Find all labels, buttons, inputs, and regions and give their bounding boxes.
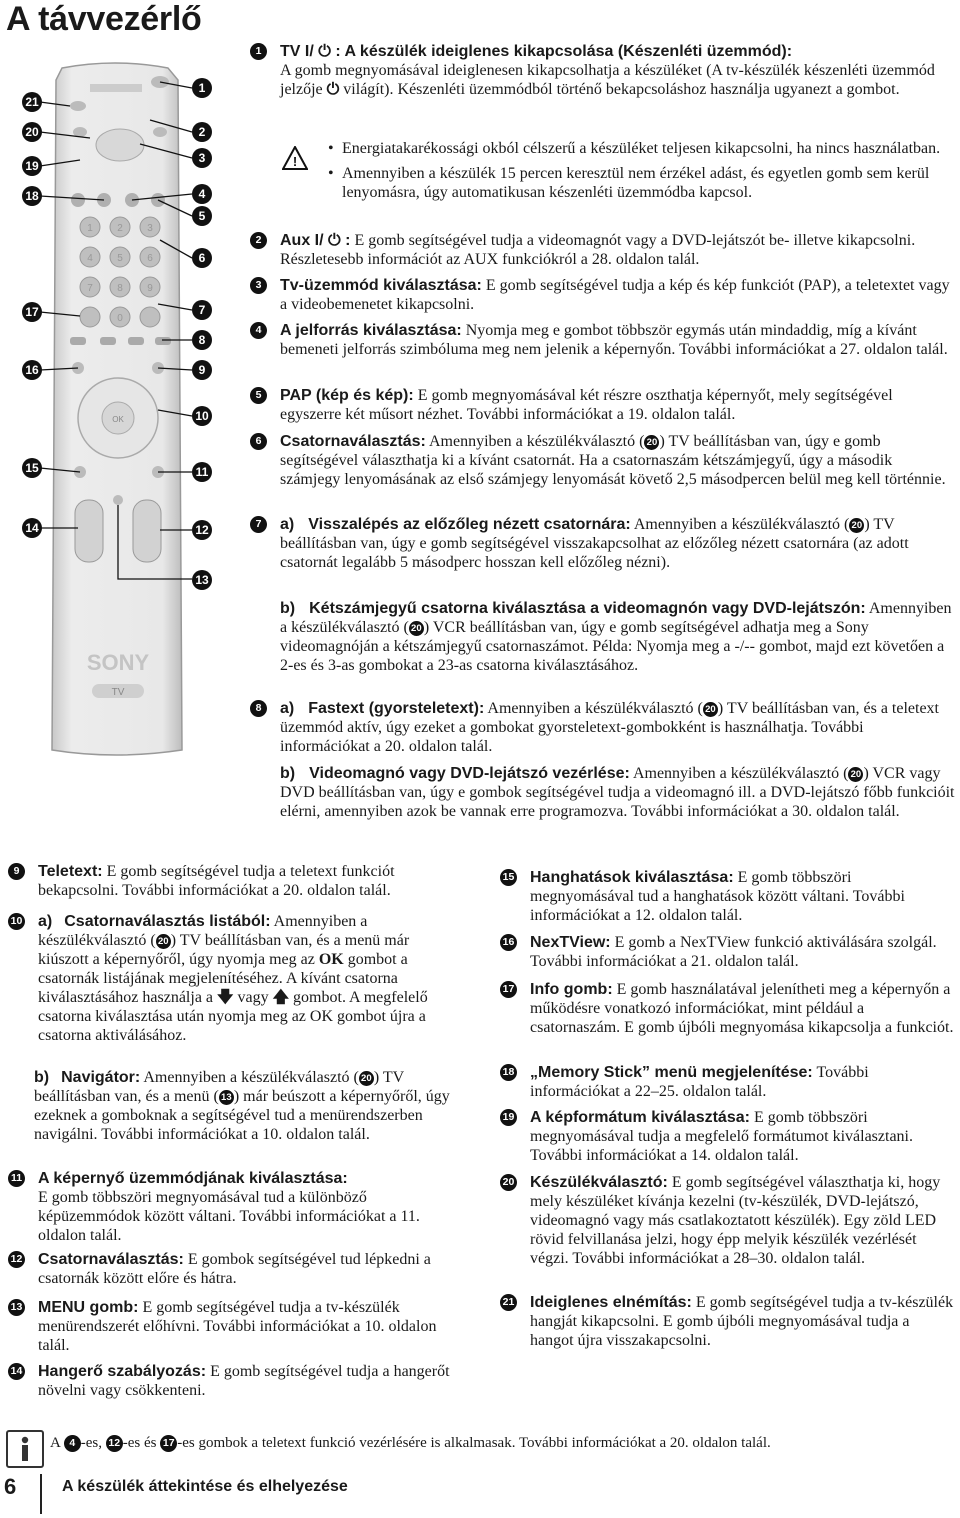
item-10b-sub: b) (34, 1069, 50, 1086)
svg-text:5: 5 (117, 253, 123, 264)
callout-13: 13 (192, 570, 212, 590)
item-16-text: E gomb a NexTView funkció aktiválására szolgál. További információkat a 21. oldalon talál. (530, 934, 937, 970)
item-21 (500, 1293, 955, 1350)
item-12-label: Csatornaválasztás: (38, 1251, 184, 1268)
svg-text:6: 6 (147, 253, 153, 264)
item-12-text: E gombok segítségével tud lépkedni a csatornák között előre és hátra. (38, 1251, 431, 1287)
callout-11: 11 (192, 462, 212, 482)
item-2 (250, 231, 955, 269)
marker-19: 19 (500, 1109, 517, 1126)
info-icon (6, 1430, 44, 1468)
ref-13: 13 (219, 1090, 234, 1105)
item-5 (250, 386, 955, 424)
arrow-up-icon: 🡅 (272, 989, 290, 1006)
marker-12: 12 (8, 1251, 25, 1268)
ref-20: 20 (644, 435, 659, 450)
marker-15: 15 (500, 869, 517, 886)
item-20-text: E gomb segítségével választhatja ki, hogy mely készüléket kívánja kezelni (tv-készülék, DVD-lejátszó, videomagnó vagy más csatlakoztatott készülék). Egy zöld LED rövid felvillanása jelzi, hogy épp melyik készülék vezérlését végzi. További információkat a 28–30. oldalon talál. (530, 1174, 941, 1267)
callout-10: 10 (192, 406, 212, 426)
ref-20: 20 (156, 934, 171, 949)
item-21-label: Ideiglenes elnémítás: (530, 1294, 692, 1311)
item-20 (500, 1173, 955, 1268)
marker-1: 1 (250, 43, 267, 60)
callout-16: 16 (22, 360, 42, 380)
item-17-text: E gomb használatával jelenítheti meg a képernyőn a működésre vonatkozó információkat, mint például a csatornaszám. E gomb újbóli megnyomása kikapcsolja a funkciót. (530, 981, 954, 1036)
item-1-label-2: : A készülék ideiglenes kikapcsolása (Készenléti üzemmód): (330, 43, 793, 60)
item-8a-text-2: ) TV beállításban van, és a teletext üzemmód aktív, úgy ezeket a gombokat gyorsteletext-gombokként is használhatja. További információkat a 20. oldalon talál. (280, 700, 939, 755)
item-15-text: E gomb többszöri megnyomásával tud a hanghatások között váltani. További információkat a 12. oldalon talál. (530, 869, 905, 924)
marker-18: 18 (500, 1064, 517, 1081)
callout-18: 18 (22, 186, 42, 206)
item-5-text: E gomb megnyomásával két részre oszthatja képernyőt, mely segítségével egyszerre két műsort nézhet. További információkat a 19. oldalon talál. (280, 387, 893, 423)
marker-8: 8 (250, 700, 267, 717)
item-13 (8, 1298, 463, 1355)
callout-7: 7 (192, 300, 212, 320)
callout-1: 1 (192, 78, 212, 98)
marker-3: 3 (250, 277, 267, 294)
item-3-text: E gomb segítségével tudja a kép és kép funkciót (PAP), a teletextet vagy a videobemenetet kikapcsolni. (280, 277, 950, 313)
item-11 (8, 1169, 463, 1245)
item-10b-text: Amennyiben a készülékválasztó ( (143, 1069, 359, 1086)
note-ref-17: 17 (160, 1435, 177, 1452)
page-title: A távvezérlő (6, 0, 202, 38)
ref-20: 20 (703, 702, 718, 717)
item-1-text-2: világít). Készenléti üzemmódból történő bekapcsoláshoz használja ugyanezt a gombot. (339, 81, 900, 98)
svg-text:3: 3 (147, 223, 153, 234)
ref-20: 20 (409, 621, 424, 636)
item-6-text-2: ) TV beállításban van, úgy e gomb segítségével választhatja ki a kívánt csatornát. Ha a csatornaszám kétszámjegyű, úgy a második számjegy lenyomásának az első számjegy lenyomását követő 2,5 másodpercen belül meg kell történnie. (280, 433, 946, 488)
item-8b-text: Amennyiben a készülékválasztó ( (632, 765, 849, 782)
svg-text:9: 9 (147, 283, 153, 294)
svg-text:4: 4 (87, 253, 93, 264)
note-a: A (50, 1435, 61, 1451)
warning-bullet-1: • Energiatakarékossági okból célszerű a készüléket teljesen kikapcsolni, ha nincs használatban. (326, 139, 956, 158)
ref-20: 20 (359, 1071, 374, 1086)
marker-14: 14 (8, 1363, 25, 1380)
item-1 (250, 42, 955, 99)
item-6 (250, 432, 955, 489)
item-8a-text: Amennyiben a készülékválasztó ( (487, 700, 703, 717)
item-8a-label: Fastext (gyorsteletext): (308, 700, 485, 717)
marker-17: 17 (500, 981, 517, 998)
item-2-label-2: : (340, 232, 351, 249)
item-21-text: E gomb segítségével tudja a tv-készülék hangját kikapcsolni. E gomb újbóli megnyomásával tudja a hangot újra visszakapcsolni. (530, 1294, 954, 1349)
warning-bullets (326, 139, 956, 202)
item-8b (280, 764, 955, 821)
note-ref-4: 4 (64, 1435, 81, 1452)
item-1-label: TV I/ (280, 43, 319, 60)
callout-2: 2 (192, 122, 212, 142)
item-18-label: „Memory Stick” menü megjelenítése: (530, 1064, 813, 1081)
item-10a-text: Amennyiben a készülékválasztó ( (38, 913, 368, 949)
item-8b-text-2: ) VCR vagy DVD beállításban van, úgy e gombok segítségével tudja a videomagnó ill. a DVD-lejátszó főbb funkcióit elérni, amennyiben azok be vannak erre programozva. További információkat a 30. oldalon talál. (280, 765, 955, 820)
item-7a (250, 515, 955, 572)
callout-3: 3 (192, 148, 212, 168)
item-11-label: A képernyő üzemmódjának kiválasztása: (38, 1170, 348, 1187)
marker-10: 10 (8, 913, 25, 930)
item-10b-text-2: ) TV beállításban van, és a menü ( (34, 1069, 404, 1105)
page-number: 6 (4, 1474, 17, 1499)
item-8b-sub: b) (280, 765, 296, 782)
item-14-text: E gomb segítségével tudja a hangerőt növelni vagy csökkenteni. (38, 1363, 450, 1399)
callout-5: 5 (192, 206, 212, 226)
marker-13: 13 (8, 1299, 25, 1316)
item-15-label: Hanghatások kiválasztása: (530, 869, 734, 886)
item-7b-text: Amennyiben a készülékválasztó ( (280, 600, 952, 636)
item-19-text: E gomb többszöri megnyomásával tudja a megfelelő formátumot kiválasztani. További információkat a 14. oldalon talál. (530, 1109, 913, 1164)
svg-text:2: 2 (117, 223, 123, 234)
item-18 (500, 1063, 955, 1101)
item-10a-text-2: ) TV beállításban van, és a menü már kiúszott a képernyőről, úgy nyomja meg az (38, 932, 410, 968)
item-8a (250, 699, 955, 756)
item-2-text: E gomb segítségével tudja a videomagnót vagy a DVD-lejátszót be- illetve kikapcsolni. Részletesebb információt az AUX funkciókról a 28. oldalon talál. (280, 232, 916, 268)
marker-21: 21 (500, 1294, 517, 1311)
item-7a-text-2: ) TV beállításban van, úgy e gomb segítségével visszakapcsolhat az előzőleg nézett csatornára (az adott csatornát legalább 5 másodperc hosszan kell előzőleg nézni). (280, 516, 909, 571)
item-7b-text-2: ) VCR beállításban van, úgy e gomb segítségével adhatja meg a Sony videomagnóján a kétszámjegyű csatornaszámot. Példa: Nyomja meg a -/-- gombot, majd ezt követően a 2-es és 3-as gombokat a 23-as csatorna kiválasztásához. (280, 619, 945, 674)
marker-20: 20 (500, 1174, 517, 1191)
item-14-label: Hangerő szabályozás: (38, 1363, 207, 1380)
power-icon: ⏻ (328, 232, 341, 249)
item-10b-text-3: ) már beúszott a képernyőről, úgy ezeknek a gomboknak a segítségével tud a menürendszerben navigálni. További információkat a 10. oldalon talál. (34, 1088, 450, 1143)
remote-badge: TV (111, 687, 125, 698)
ref-20: 20 (849, 518, 864, 533)
item-7b-label: Kétszámjegyű csatorna kiválasztása a videomagnón vagy DVD-lejátszón: (309, 600, 866, 617)
item-7b-sub: b) (280, 600, 296, 617)
item-4-text: Nyomja meg e gombot többször egymás után mindaddig, míg a kívánt bemeneti jelforrás szimbóluma meg nem jelenik a képernyőn. További információkat a 27. oldalon talál. (280, 322, 948, 358)
item-1-text: A gomb megnyomásával ideiglenesen kikapcsolhatja a készüléket (A tv-készülék készenléti üzemmód jelzője (280, 62, 935, 98)
item-5-label: PAP (kép és kép): (280, 387, 414, 404)
item-10a (8, 912, 463, 1045)
arrow-down-icon: 🡇 (217, 989, 234, 1006)
item-13-text: E gomb segítségével tudja a tv-készülék menürendszerét előhívni. További információkat a 10. oldalon talál. (38, 1299, 437, 1354)
item-16-label: NexTView: (530, 934, 611, 951)
item-10b-label: Navigátor: (61, 1069, 141, 1086)
item-3 (250, 276, 955, 314)
item-10b (34, 1068, 464, 1144)
item-4 (250, 321, 955, 359)
ok-text: OK (318, 951, 344, 968)
ref-20: 20 (848, 767, 863, 782)
marker-2: 2 (250, 232, 267, 249)
callout-9: 9 (192, 360, 212, 380)
item-3-label: Tv-üzemmód kiválasztása: (280, 277, 482, 294)
callout-6: 6 (192, 248, 212, 268)
remote-brand: SONY (86, 650, 150, 675)
item-20-label: Készülékválasztó: (530, 1174, 668, 1191)
note-ref-12: 12 (106, 1435, 123, 1452)
item-10a-text-4: vagy (233, 989, 273, 1006)
item-8b-label: Videomagnó vagy DVD-lejátszó vezérlése: (309, 765, 630, 782)
item-10a-text-5: gombot. A megfelelő csatorna kiválasztása után nyomja meg az OK gombot újra a csatorna aktiválásához. (38, 989, 428, 1044)
item-18-text: További információkat a 22–25. oldalon talál. (530, 1064, 869, 1100)
item-6-label: Csatornaválasztás: (280, 433, 426, 450)
marker-4: 4 (250, 322, 267, 339)
marker-16: 16 (500, 934, 517, 951)
marker-7: 7 (250, 516, 267, 533)
section-title: A készülék áttekintése és elhelyezése (62, 1478, 348, 1495)
warning-icon (282, 146, 308, 170)
note-t3: -es gombok a teletext funkció vezérlésére is alkalmasak. További információkat a 20. oldalon talál. (177, 1435, 771, 1451)
callout-15: 15 (22, 458, 42, 478)
note (50, 1434, 960, 1453)
callout-19: 19 (22, 156, 42, 176)
item-19 (500, 1108, 955, 1165)
item-7a-label: Visszalépés az előzőleg nézett csatornára: (308, 516, 631, 533)
item-17 (500, 980, 955, 1037)
callout-12: 12 (192, 520, 212, 540)
marker-5: 5 (250, 387, 267, 404)
svg-text:7: 7 (87, 283, 93, 294)
item-10a-text-3: gombot a csatornák listájának megjelenítéséhez. A kívánt csatorna kiválasztásához használja a (38, 951, 408, 1006)
footer-divider (40, 1474, 42, 1514)
marker-9: 9 (8, 863, 25, 880)
item-19-label: A képformátum kiválasztása: (530, 1109, 750, 1126)
item-9 (8, 862, 463, 900)
marker-6: 6 (250, 433, 267, 450)
item-7a-text: Amennyiben a készülékválasztó ( (633, 516, 850, 533)
item-10a-sub: a) (38, 913, 53, 930)
callout-17: 17 (22, 302, 42, 322)
item-15 (500, 868, 955, 925)
item-12 (8, 1250, 463, 1288)
svg-text:1: 1 (87, 223, 93, 234)
callout-20: 20 (22, 122, 42, 142)
note-t1: -es, (80, 1435, 103, 1451)
item-13-label: MENU gomb: (38, 1299, 139, 1316)
note-t2: -es és (122, 1435, 157, 1451)
item-6-text: Amennyiben a készülékválasztó ( (428, 433, 645, 450)
callout-14: 14 (22, 518, 42, 538)
item-9-text: E gomb segítségével tudja a teletext funkciót bekapcsolni. További információkat a 20. oldalon talál. (38, 863, 395, 899)
item-4-label: A jelforrás kiválasztása: (280, 322, 462, 339)
item-8a-sub: a) (280, 700, 295, 717)
power-icon: ⏻ (318, 43, 331, 60)
item-7a-sub: a) (280, 516, 295, 533)
callout-4: 4 (192, 184, 212, 204)
svg-text:!: ! (292, 154, 298, 169)
callout-21: 21 (22, 92, 42, 112)
item-7b (280, 599, 955, 675)
item-9-label: Teletext: (38, 863, 103, 880)
warning-bullet-2: • Amennyiben a készülék 15 percen keresztül nem érzékel adást, és egyetlen gomb sem kerül lenyomásra, úgy automatikusan készenléti üzemmódba kapcsol. (326, 164, 956, 202)
standby-icon: ⏻ (326, 81, 340, 98)
item-11-text: E gomb többszöri megnyomásával tud a különböző képüzemmódok között váltani. További információkat a 11. oldalon talál. (38, 1189, 420, 1244)
marker-11: 11 (8, 1170, 25, 1187)
item-2-label: Aux I/ (280, 232, 329, 249)
svg-text:OK: OK (112, 415, 124, 424)
callout-8: 8 (192, 330, 212, 350)
svg-text:0: 0 (117, 313, 123, 324)
item-17-label: Info gomb: (530, 981, 613, 998)
item-16 (500, 933, 955, 971)
svg-text:8: 8 (117, 283, 123, 294)
item-14 (8, 1362, 463, 1400)
item-10a-label: Csatornaválasztás listából: (64, 913, 271, 930)
